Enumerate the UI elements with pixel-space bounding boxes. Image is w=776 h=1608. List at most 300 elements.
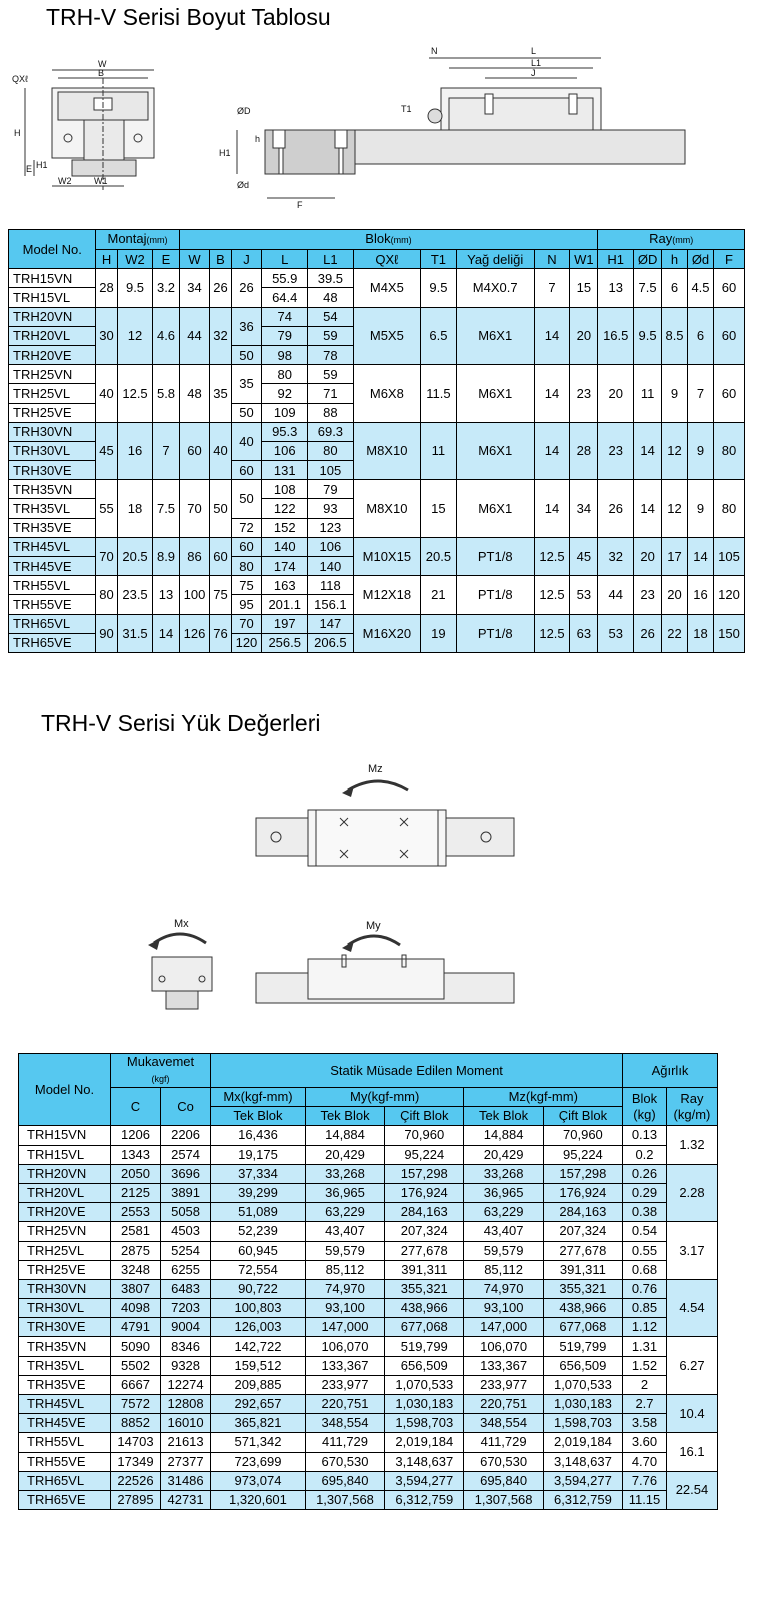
model-cell: TRH45VL [9, 537, 96, 556]
model-cell: TRH15VN [19, 1126, 111, 1145]
blok-weight-cell: 4.70 [623, 1452, 667, 1471]
mz-cift-cell: 207,324 [543, 1222, 622, 1241]
ray-cell: 60 [713, 269, 744, 307]
label-h-side: h [255, 134, 261, 144]
montaj-cell: 70 [96, 537, 117, 575]
model-cell: TRH20VL [19, 1183, 111, 1202]
table-row [19, 1337, 718, 1356]
ray-weight-cell: 2.28 [666, 1164, 717, 1222]
blok-j-cell: 36 [231, 307, 262, 345]
blok-l-cell: 152 [262, 518, 308, 537]
ray-cell: 6 [688, 307, 714, 365]
my-cift-cell: 3,148,637 [385, 1452, 464, 1471]
column-header: W [179, 250, 210, 269]
mx-tek-cell: 72,554 [211, 1260, 306, 1279]
ray-cell: 6 [662, 269, 688, 307]
ray-cell: 9 [688, 480, 714, 538]
co-cell: 12808 [161, 1395, 211, 1414]
blok-t1-cell: 11.5 [421, 365, 457, 423]
column-header: H [96, 250, 117, 269]
label-my: My [366, 920, 381, 932]
label-w: W [98, 59, 107, 69]
blok-j-cell: 50 [231, 480, 262, 518]
co-cell: 27377 [161, 1452, 211, 1471]
header-blok-weight: Blok (kg) [623, 1088, 667, 1126]
c-cell: 14703 [110, 1433, 160, 1452]
montaj-cell: 28 [96, 269, 117, 307]
blok-l1-cell: 88 [308, 403, 354, 422]
blok-t1-cell: 15 [421, 480, 457, 538]
my-tek-cell: 33,268 [305, 1164, 384, 1183]
table-row [19, 1433, 718, 1452]
blok-qxl-cell: M5X5 [353, 307, 420, 365]
model-cell: TRH30VN [9, 422, 96, 441]
header-blok: Blok(mm) [179, 230, 598, 250]
blok-qxl-cell: M8X10 [353, 422, 420, 480]
c-cell: 22526 [110, 1471, 160, 1490]
model-cell: TRH25VL [19, 1241, 111, 1260]
ray-cell: 7 [688, 365, 714, 423]
table-row [9, 307, 745, 326]
ray-cell: 4.5 [688, 269, 714, 307]
model-cell: TRH20VL [9, 326, 96, 345]
model-cell: TRH25VE [19, 1260, 111, 1279]
dimension-table-title: TRH-V Serisi Boyut Tablosu [46, 4, 331, 30]
blok-t1-cell: 6.5 [421, 307, 457, 365]
table-row [19, 1222, 718, 1241]
ray-weight-cell: 22.54 [666, 1471, 717, 1509]
mz-tek-cell: 43,407 [464, 1222, 543, 1241]
table-row [19, 1241, 718, 1260]
mx-tek-cell: 37,334 [211, 1164, 306, 1183]
mz-tek-cell: 33,268 [464, 1164, 543, 1183]
my-tek-cell: 1,307,568 [305, 1490, 384, 1509]
blok-t1-cell: 21 [421, 576, 457, 614]
mz-cift-cell: 6,312,759 [543, 1490, 622, 1509]
blok-t1-cell: 19 [421, 614, 457, 652]
ray-cell: 34 [570, 480, 598, 538]
header-statik: Statik Müsade Edilen Moment [211, 1054, 623, 1088]
co-cell: 2206 [161, 1126, 211, 1145]
blok-b-cell: 75 [210, 576, 231, 614]
table-row [19, 1452, 718, 1471]
mz-tek-cell: 106,070 [464, 1337, 543, 1356]
model-cell: TRH45VE [9, 557, 96, 576]
label-h1: H1 [36, 160, 48, 170]
mz-cift-cell: 438,966 [543, 1299, 622, 1318]
header-agirlik: Ağırlık [623, 1054, 718, 1088]
ray-cell: 45 [570, 537, 598, 575]
blok-l1-cell: 147 [308, 614, 354, 633]
c-cell: 5502 [110, 1356, 160, 1375]
label-h1-side: H1 [219, 148, 231, 158]
load-table-title: TRH-V Serisi Yük Değerleri [41, 710, 321, 736]
mx-tek-cell: 52,239 [211, 1222, 306, 1241]
montaj-cell: 14 [153, 614, 179, 652]
model-cell: TRH30VN [19, 1279, 111, 1298]
ray-weight-cell: 10.4 [666, 1395, 717, 1433]
oil-hole-cell: M6X1 [456, 365, 534, 423]
blok-n-cell: 14 [534, 422, 570, 480]
blok-weight-cell: 0.38 [623, 1203, 667, 1222]
blok-l1-cell: 59 [308, 365, 354, 384]
header-mx-tek: Tek Blok [211, 1107, 306, 1126]
ray-cell: 60 [713, 307, 744, 365]
blok-weight-cell: 0.85 [623, 1299, 667, 1318]
table-row [9, 537, 745, 556]
mz-tek-cell: 74,970 [464, 1279, 543, 1298]
blok-l-cell: 122 [262, 499, 308, 518]
label-h: H [14, 128, 21, 138]
ray-cell: 9 [662, 365, 688, 423]
blok-b-cell: 40 [210, 422, 231, 480]
blok-l1-cell: 156.1 [308, 595, 354, 614]
blok-j-cell: 95 [231, 595, 262, 614]
mz-tek-cell: 233,977 [464, 1375, 543, 1394]
blok-l1-cell: 78 [308, 345, 354, 364]
my-moment-drawing [250, 915, 520, 1015]
mz-tek-cell: 59,579 [464, 1241, 543, 1260]
montaj-cell: 40 [96, 365, 117, 423]
blok-l-cell: 256.5 [262, 633, 308, 652]
ray-cell: 14 [634, 480, 662, 538]
blok-w-cell: 34 [179, 269, 210, 307]
blok-j-cell: 70 [231, 614, 262, 633]
blok-l-cell: 131 [262, 461, 308, 480]
mz-cift-cell: 3,594,277 [543, 1471, 622, 1490]
blok-w-cell: 48 [179, 365, 210, 423]
mz-cift-cell: 3,148,637 [543, 1452, 622, 1471]
my-tek-cell: 20,429 [305, 1145, 384, 1164]
my-tek-cell: 220,751 [305, 1395, 384, 1414]
montaj-cell: 8.9 [153, 537, 179, 575]
blok-w-cell: 126 [179, 614, 210, 652]
my-cift-cell: 355,321 [385, 1279, 464, 1298]
header-montaj: Montaj(mm) [96, 230, 179, 250]
label-w2: W2 [58, 176, 72, 186]
co-cell: 9004 [161, 1318, 211, 1337]
model-cell: TRH55VL [19, 1433, 111, 1452]
model-cell: TRH15VL [9, 288, 96, 307]
montaj-cell: 31.5 [117, 614, 153, 652]
header-co: Co [161, 1088, 211, 1126]
mz-tek-cell: 695,840 [464, 1471, 543, 1490]
blok-n-cell: 12.5 [534, 614, 570, 652]
mx-tek-cell: 1,320,601 [211, 1490, 306, 1509]
my-cift-cell: 277,678 [385, 1241, 464, 1260]
montaj-cell: 90 [96, 614, 117, 652]
mx-tek-cell: 126,003 [211, 1318, 306, 1337]
blok-weight-cell: 7.76 [623, 1471, 667, 1490]
my-tek-cell: 133,367 [305, 1356, 384, 1375]
blok-j-cell: 35 [231, 365, 262, 403]
mz-cift-cell: 70,960 [543, 1126, 622, 1145]
table-row [19, 1318, 718, 1337]
label-qxl: QXℓ [12, 74, 28, 84]
montaj-cell: 30 [96, 307, 117, 365]
blok-weight-cell: 1.31 [623, 1337, 667, 1356]
co-cell: 42731 [161, 1490, 211, 1509]
table-row [19, 1279, 718, 1298]
blok-l-cell: 197 [262, 614, 308, 633]
my-tek-cell: 14,884 [305, 1126, 384, 1145]
c-cell: 2125 [110, 1183, 160, 1202]
blok-l1-cell: 206.5 [308, 633, 354, 652]
mz-tek-cell: 670,530 [464, 1452, 543, 1471]
blok-b-cell: 26 [210, 269, 231, 307]
ray-cell: 80 [713, 422, 744, 480]
blok-weight-cell: 0.29 [623, 1183, 667, 1202]
mz-moment-drawing [250, 760, 520, 880]
blok-t1-cell: 20.5 [421, 537, 457, 575]
my-tek-cell: 695,840 [305, 1471, 384, 1490]
column-header: Ød [688, 250, 714, 269]
my-cift-cell: 391,311 [385, 1260, 464, 1279]
model-cell: TRH25VE [9, 403, 96, 422]
montaj-cell: 13 [153, 576, 179, 614]
blok-weight-cell: 0.68 [623, 1260, 667, 1279]
blok-qxl-cell: M16X20 [353, 614, 420, 652]
blok-weight-cell: 0.26 [623, 1164, 667, 1183]
column-header: T1 [421, 250, 457, 269]
my-cift-cell: 1,030,183 [385, 1395, 464, 1414]
label-e: E [26, 164, 33, 174]
blok-l1-cell: 106 [308, 537, 354, 556]
blok-w-cell: 100 [179, 576, 210, 614]
label-j: J [531, 68, 536, 78]
header-mz: Mz(kgf-mm) [464, 1088, 623, 1107]
blok-b-cell: 32 [210, 307, 231, 365]
blok-n-cell: 14 [534, 365, 570, 423]
ray-cell: 150 [713, 614, 744, 652]
c-cell: 2581 [110, 1222, 160, 1241]
model-cell: TRH25VN [19, 1222, 111, 1241]
blok-l1-cell: 123 [308, 518, 354, 537]
c-cell: 3248 [110, 1260, 160, 1279]
blok-l1-cell: 79 [308, 480, 354, 499]
blok-j-cell: 50 [231, 345, 262, 364]
label-ød-lower: Ød [237, 180, 250, 190]
table-row [9, 365, 745, 384]
mx-tek-cell: 142,722 [211, 1337, 306, 1356]
blok-l-cell: 95.3 [262, 422, 308, 441]
my-tek-cell: 348,554 [305, 1414, 384, 1433]
co-cell: 21613 [161, 1433, 211, 1452]
blok-l1-cell: 54 [308, 307, 354, 326]
model-cell: TRH55VE [9, 595, 96, 614]
column-header: QXℓ [353, 250, 420, 269]
ray-cell: 60 [713, 365, 744, 423]
mx-tek-cell: 19,175 [211, 1145, 306, 1164]
blok-l1-cell: 71 [308, 384, 354, 403]
model-cell: TRH25VL [9, 384, 96, 403]
co-cell: 31486 [161, 1471, 211, 1490]
column-header: F [713, 250, 744, 269]
model-cell: TRH65VE [19, 1490, 111, 1509]
mx-tek-cell: 292,657 [211, 1395, 306, 1414]
table-row [19, 1183, 718, 1202]
model-cell: TRH15VN [9, 269, 96, 288]
ray-cell: 20 [662, 576, 688, 614]
blok-l-cell: 174 [262, 557, 308, 576]
blok-n-cell: 14 [534, 307, 570, 365]
my-cift-cell: 207,324 [385, 1222, 464, 1241]
model-cell: TRH20VN [9, 307, 96, 326]
dimension-table [8, 229, 745, 653]
ray-cell: 26 [598, 480, 634, 538]
table-row [19, 1203, 718, 1222]
ray-cell: 80 [713, 480, 744, 538]
label-mz: Mz [368, 763, 383, 775]
blok-qxl-cell: M10X15 [353, 537, 420, 575]
header-mx: Mx(kgf-mm) [211, 1088, 306, 1107]
column-header: B [210, 250, 231, 269]
column-header: h [662, 250, 688, 269]
ray-cell: 28 [570, 422, 598, 480]
blok-l1-cell: 93 [308, 499, 354, 518]
c-cell: 8852 [110, 1414, 160, 1433]
column-header: L [262, 250, 308, 269]
montaj-cell: 9.5 [117, 269, 153, 307]
mx-tek-cell: 209,885 [211, 1375, 306, 1394]
column-header: Yağ deliği [456, 250, 534, 269]
table-row [9, 422, 745, 441]
mx-tek-cell: 39,299 [211, 1183, 306, 1202]
montaj-cell: 7 [153, 422, 179, 480]
c-cell: 2875 [110, 1241, 160, 1260]
ray-weight-cell: 4.54 [666, 1279, 717, 1337]
mz-cift-cell: 355,321 [543, 1279, 622, 1298]
model-cell: TRH45VL [19, 1395, 111, 1414]
my-cift-cell: 70,960 [385, 1126, 464, 1145]
ray-cell: 20 [634, 537, 662, 575]
montaj-cell: 3.2 [153, 269, 179, 307]
ray-weight-cell: 1.32 [666, 1126, 717, 1164]
blok-l-cell: 74 [262, 307, 308, 326]
blok-l1-cell: 80 [308, 441, 354, 460]
my-tek-cell: 670,530 [305, 1452, 384, 1471]
my-cift-cell: 1,070,533 [385, 1375, 464, 1394]
mz-cift-cell: 656,509 [543, 1356, 622, 1375]
blok-qxl-cell: M6X8 [353, 365, 420, 423]
blok-j-cell: 60 [231, 461, 262, 480]
ray-cell: 16 [688, 576, 714, 614]
blok-b-cell: 50 [210, 480, 231, 538]
my-tek-cell: 93,100 [305, 1299, 384, 1318]
model-cell: TRH35VN [9, 480, 96, 499]
ray-cell: 16.5 [598, 307, 634, 365]
table-row [19, 1126, 718, 1145]
table-row [19, 1164, 718, 1183]
blok-l-cell: 106 [262, 441, 308, 460]
mz-cift-cell: 1,030,183 [543, 1395, 622, 1414]
blok-n-cell: 12.5 [534, 576, 570, 614]
oil-hole-cell: M6X1 [456, 480, 534, 538]
mz-tek-cell: 20,429 [464, 1145, 543, 1164]
my-tek-cell: 411,729 [305, 1433, 384, 1452]
blok-j-cell: 72 [231, 518, 262, 537]
mz-tek-cell: 36,965 [464, 1183, 543, 1202]
header-c: C [110, 1088, 160, 1126]
ray-cell: 23 [634, 576, 662, 614]
c-cell: 3807 [110, 1279, 160, 1298]
blok-l1-cell: 118 [308, 576, 354, 595]
mz-tek-cell: 14,884 [464, 1126, 543, 1145]
column-header: W1 [570, 250, 598, 269]
c-cell: 2050 [110, 1164, 160, 1183]
ray-cell: 9.5 [634, 307, 662, 365]
blok-l-cell: 163 [262, 576, 308, 595]
blok-t1-cell: 9.5 [421, 269, 457, 307]
table-row [19, 1375, 718, 1394]
oil-hole-cell: M6X1 [456, 307, 534, 365]
table-row [19, 1471, 718, 1490]
ray-weight-cell: 3.17 [666, 1222, 717, 1280]
montaj-cell: 12.5 [117, 365, 153, 423]
model-cell: TRH35VE [19, 1375, 111, 1394]
mz-cift-cell: 95,224 [543, 1145, 622, 1164]
label-b: B [98, 68, 105, 78]
blok-weight-cell: 2.7 [623, 1395, 667, 1414]
label-t1: T1 [401, 104, 412, 114]
table-row [9, 576, 745, 595]
label-l1: L1 [531, 58, 542, 68]
co-cell: 4503 [161, 1222, 211, 1241]
ray-cell: 105 [713, 537, 744, 575]
table-row [19, 1260, 718, 1279]
mz-tek-cell: 133,367 [464, 1356, 543, 1375]
my-tek-cell: 36,965 [305, 1183, 384, 1202]
c-cell: 4098 [110, 1299, 160, 1318]
oil-hole-cell: PT1/8 [456, 614, 534, 652]
model-cell: TRH55VE [19, 1452, 111, 1471]
my-cift-cell: 6,312,759 [385, 1490, 464, 1509]
oil-hole-cell: PT1/8 [456, 537, 534, 575]
blok-weight-cell: 2 [623, 1375, 667, 1394]
header-mz-tek: Tek Blok [464, 1107, 543, 1126]
mz-tek-cell: 85,112 [464, 1260, 543, 1279]
blok-w-cell: 86 [179, 537, 210, 575]
blok-l-cell: 98 [262, 345, 308, 364]
co-cell: 2574 [161, 1145, 211, 1164]
blok-weight-cell: 0.55 [623, 1241, 667, 1260]
blok-j-cell: 80 [231, 557, 262, 576]
blok-l1-cell: 48 [308, 288, 354, 307]
blok-l1-cell: 69.3 [308, 422, 354, 441]
montaj-cell: 4.6 [153, 307, 179, 365]
blok-n-cell: 12.5 [534, 537, 570, 575]
ray-cell: 44 [598, 576, 634, 614]
model-cell: TRH45VE [19, 1414, 111, 1433]
ray-cell: 23 [570, 365, 598, 423]
c-cell: 2553 [110, 1203, 160, 1222]
oil-hole-cell: M6X1 [456, 422, 534, 480]
montaj-cell: 16 [117, 422, 153, 480]
my-tek-cell: 59,579 [305, 1241, 384, 1260]
blok-b-cell: 60 [210, 537, 231, 575]
ray-cell: 12 [662, 422, 688, 480]
header-model: Model No. [19, 1054, 111, 1126]
my-tek-cell: 63,229 [305, 1203, 384, 1222]
blok-l1-cell: 140 [308, 557, 354, 576]
model-cell: TRH35VE [9, 518, 96, 537]
mz-tek-cell: 348,554 [464, 1414, 543, 1433]
ray-cell: 13 [598, 269, 634, 307]
label-ød-upper: ØD [237, 106, 251, 116]
header-mukavemet: Mukavemet (kgf) [110, 1054, 210, 1088]
ray-cell: 12 [662, 480, 688, 538]
mx-moment-drawing [140, 915, 230, 1015]
